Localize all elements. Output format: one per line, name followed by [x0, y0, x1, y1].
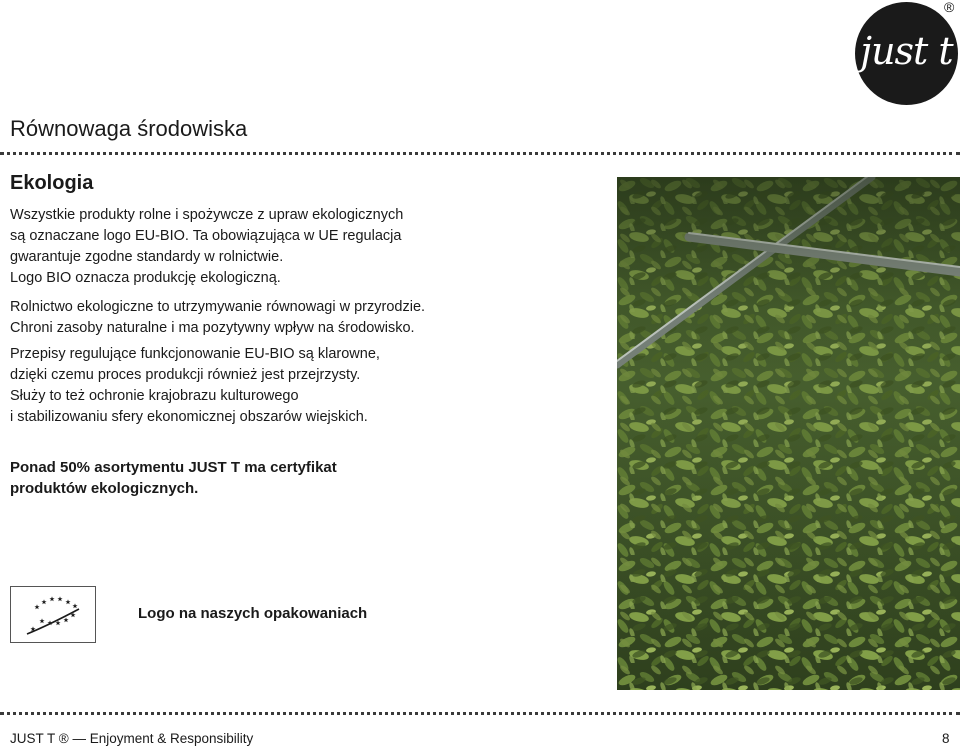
certification-highlight	[10, 457, 337, 499]
page-number: 8	[942, 731, 950, 746]
tea-leaves-drying-photo	[617, 177, 960, 690]
highlight-line: produktów ekologicznych.	[10, 480, 199, 497]
paragraph-line: Przepisy regulujące funkcjonowanie EU-BIO są klarowne,	[10, 346, 380, 362]
paragraph-organic-farming	[10, 297, 425, 339]
footer-text: JUST T ® — Enjoyment & Responsibility	[10, 731, 254, 746]
eu-organic-leaf-icon	[11, 587, 95, 642]
paragraph-line: Logo BIO oznacza produkcję ekologiczną.	[10, 270, 281, 286]
eu-organic-logo	[10, 586, 96, 643]
logo-text: just t	[860, 28, 953, 73]
footer-divider	[0, 712, 960, 715]
paragraph-line: dzięki czemu proces produkcji również jest przejrzysty.	[10, 367, 361, 383]
brand-logo	[855, 2, 958, 105]
paragraph-line: gwarantuje zgodne standardy w rolnictwie.	[10, 249, 284, 265]
paragraph-line: Służy to też ochronie krajobrazu kulturowego	[10, 388, 299, 404]
paragraph-line: Rolnictwo ekologiczne to utrzymywanie równowagi w przyrodzie.	[10, 299, 426, 315]
paragraph-eu-bio	[10, 205, 403, 289]
eu-logo-caption: Logo na naszych opakowaniach	[138, 605, 368, 622]
paragraph-line: są oznaczane logo EU-BIO. Ta obowiązująca w UE regulacja	[10, 228, 402, 244]
page-title: Równowaga środowiska	[10, 116, 248, 141]
paragraph-line: i stabilizowaniu sfery ekonomicznej obszarów wiejskich.	[10, 409, 368, 425]
registered-mark: ®	[944, 0, 955, 15]
section-heading: Ekologia	[10, 172, 94, 194]
tea-leaves-photo	[617, 177, 960, 690]
highlight-line: Ponad 50% asortymentu JUST T ma certyfikat	[10, 459, 337, 476]
paragraph-line: Wszystkie produkty rolne i spożywcze z upraw ekologicznych	[10, 207, 404, 223]
paragraph-line: Chroni zasoby naturalne i ma pozytywny wpływ na środowisko.	[10, 320, 415, 336]
top-divider	[0, 152, 960, 155]
paragraph-regulations	[10, 344, 380, 428]
